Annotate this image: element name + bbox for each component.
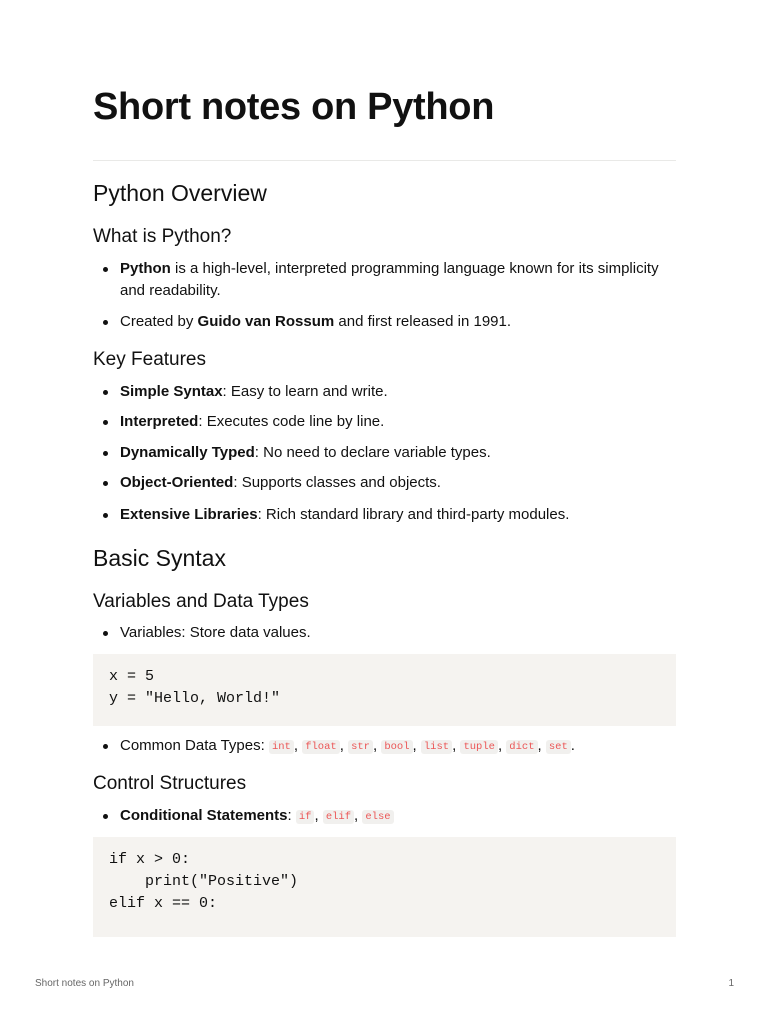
footer-doc-title: Short notes on Python: [35, 978, 134, 989]
inline-code: set: [546, 740, 571, 754]
divider: [93, 160, 676, 161]
inline-code: dict: [506, 740, 537, 754]
list-item: Created by Guido van Rossum and first released in 1991.: [120, 311, 676, 333]
list-item-data-types: Common Data Types: int , float , str , bool , list , tuple , dict , set .: [120, 735, 676, 758]
heading-basic-syntax: Basic Syntax: [93, 545, 226, 571]
inline-code: bool: [381, 740, 412, 754]
inline-code: elif: [323, 810, 354, 824]
inline-code: if: [296, 810, 315, 824]
code-line: x = 5: [109, 668, 155, 685]
inline-code: list: [421, 740, 452, 754]
inline-code: int: [269, 740, 294, 754]
inline-code: str: [348, 740, 373, 754]
list-item: Interpreted: Executes code line by line.: [120, 411, 676, 433]
inline-code: tuple: [460, 740, 498, 754]
list-item-conditionals: Conditional Statements: if , elif , else: [120, 805, 676, 828]
heading-variables-data-types: Variables and Data Types: [93, 591, 309, 612]
heading-python-overview: Python Overview: [93, 180, 267, 206]
code-line: print("Positive"): [109, 873, 299, 890]
code-line: elif x == 0:: [109, 895, 218, 912]
code-line: y = "Hello, World!": [109, 690, 281, 707]
footer-page-number: 1: [728, 978, 734, 989]
code-block-conditionals: [93, 837, 676, 937]
heading-what-is-python: What is Python?: [93, 226, 232, 247]
inline-code: else: [362, 810, 393, 824]
list-item: Dynamically Typed: No need to declare variable types.: [120, 442, 676, 464]
list-item: Python is a high-level, interpreted programming language known for its simplicity and readability.: [120, 258, 676, 302]
heading-key-features: Key Features: [93, 349, 206, 370]
code-block-variables: [93, 654, 676, 726]
list-item: Object-Oriented: Supports classes and objects.: [120, 472, 676, 494]
code-line: if x > 0:: [109, 851, 191, 868]
list-item: Variables: Store data values.: [120, 622, 676, 644]
list-item: Simple Syntax: Easy to learn and write.: [120, 381, 676, 403]
inline-code: float: [302, 740, 340, 754]
heading-control-structures: Control Structures: [93, 773, 247, 794]
list-item: Extensive Libraries: Rich standard library and third-party modules.: [120, 504, 676, 526]
page-title: Short notes on Python: [93, 86, 495, 128]
